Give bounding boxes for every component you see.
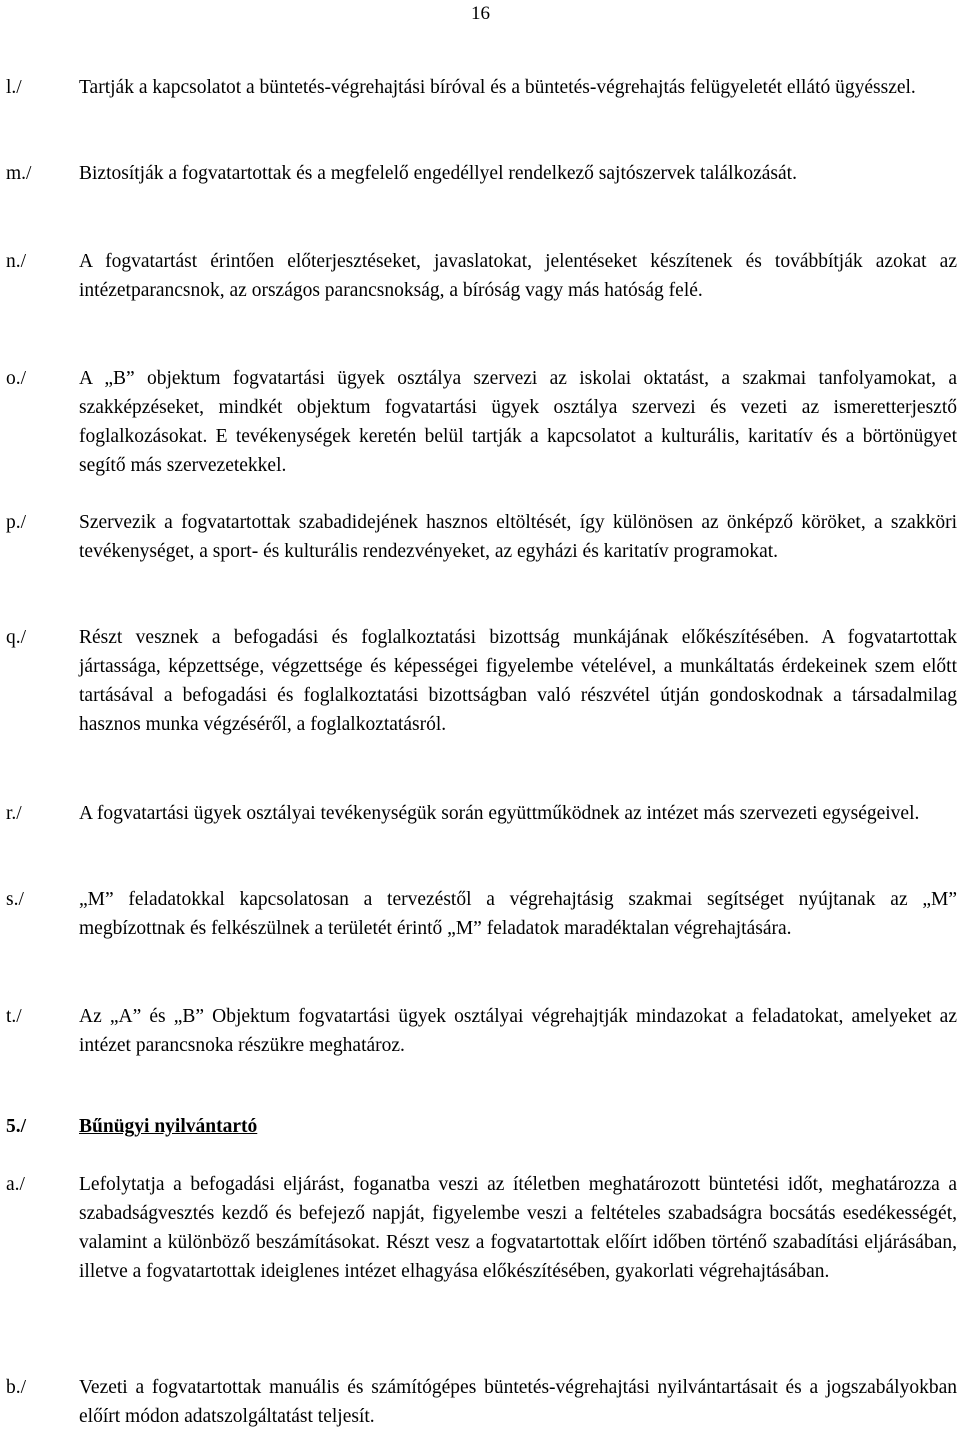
list-item-text: Vezeti a fogvatartottak manuális és számítógépes büntetés-végrehajtási nyilvántartásait és a jogszabályokban előírt módon adatszolgáltatást teljesít. — [79, 1377, 957, 1427]
list-item-text: Biztosítják a fogvatartottak és a megfelelő engedéllyel rendelkező sajtószervek találkozását. — [79, 163, 797, 184]
list-item-marker: b./ — [6, 1377, 27, 1398]
list-item-marker: t./ — [6, 1006, 22, 1027]
list-item-text: Részt vesznek a befogadási és foglalkoztatási bizottság munkájának előkészítésében. A fogvatartottak jártassága, képzettsége, végzettsége és képességei figyelembe vételével, a munkáltatás érdekeinek szem előtt tartásával a befogadási és foglalkoztatási bizottságban való részvétel útján gondoskodnak a társadalmilag hasznos munka végzéséről, a foglalkoztatásról. — [79, 627, 957, 735]
list-item-text: Szervezik a fogvatartottak szabadidejének hasznos eltöltését, így különösen az önképző köröket, a szakköri tevékenységet, a sport- és kulturális rendezvényeket, az egyházi és karitatív programokat. — [79, 512, 957, 562]
list-item-marker: r./ — [6, 803, 22, 824]
list-item-marker: m./ — [6, 163, 32, 184]
list-item-marker: a./ — [6, 1174, 25, 1195]
page-number: 16 — [471, 3, 490, 24]
list-item-text: „M” feladatokkal kapcsolatosan a tervezéstől a végrehajtásig szakmai segítséget nyújtanak az „M” megbízottnak és felkészülnek a területét érintő „M” feladatok maradéktalan végrehajtására. — [79, 889, 957, 939]
list-item-marker: q./ — [6, 627, 27, 648]
list-item-text: A „B” objektum fogvatartási ügyek osztálya szervezi az iskolai oktatást, a szakmai tanfolyamokat, a szakképzéseket, mindkét objektum fogvatartási ügyek osztálya szervezi és vezeti az ismeretterjesztő foglalkozásokat. E tevékenységek keretén belül tartják a kapcsolatot a kulturális, karitatív és a börtönügyet segítő más szervezetekkel. — [79, 368, 957, 476]
list-item-text: A fogvatartást érintően előterjesztéseket, javaslatokat, jelentéseket készítenek és továbbítják azokat az intézetparancsnok, az országos parancsnokság, a bíróság vagy más hatóság felé. — [79, 251, 957, 301]
list-item-text: Az „A” és „B” Objektum fogvatartási ügyek osztályai végrehajtják mindazokat a feladatokat, amelyeket az intézet parancsnoka részükre meghatároz. — [79, 1006, 957, 1056]
list-item-text: Lefolytatja a befogadási eljárást, foganatba veszi az ítéletben meghatározott büntetési időt, meghatározza a szabadságvesztés kezdő és befejező napját, figyelembe veszi a feltételes szabadságra bocsátás esedékességét, valamint a különböző beszámításokat. Részt vesz a fogvatartottak előírt időben történő szabadítási eljárásában, illetve a fogvatartottak ideiglenes intézet elhagyása előkészítésében, gyakorlati végrehajtásában. — [79, 1174, 957, 1282]
list-item-marker: l./ — [6, 77, 22, 98]
section-title: Bűnügyi nyilvántartó — [79, 1116, 258, 1137]
list-item-text: Tartják a kapcsolatot a büntetés-végrehajtási bíróval és a büntetés-végrehajtás felügyeletét ellátó ügyésszel. — [79, 77, 916, 98]
list-item-marker: o./ — [6, 368, 27, 389]
list-item-marker: p./ — [6, 512, 27, 533]
section-number: 5./ — [6, 1116, 27, 1137]
list-item-marker: s./ — [6, 889, 24, 910]
list-item-text: A fogvatartási ügyek osztályai tevékenységük során együttműködnek az intézet más szervezeti egységeivel. — [79, 803, 920, 824]
list-item-marker: n./ — [6, 251, 27, 272]
